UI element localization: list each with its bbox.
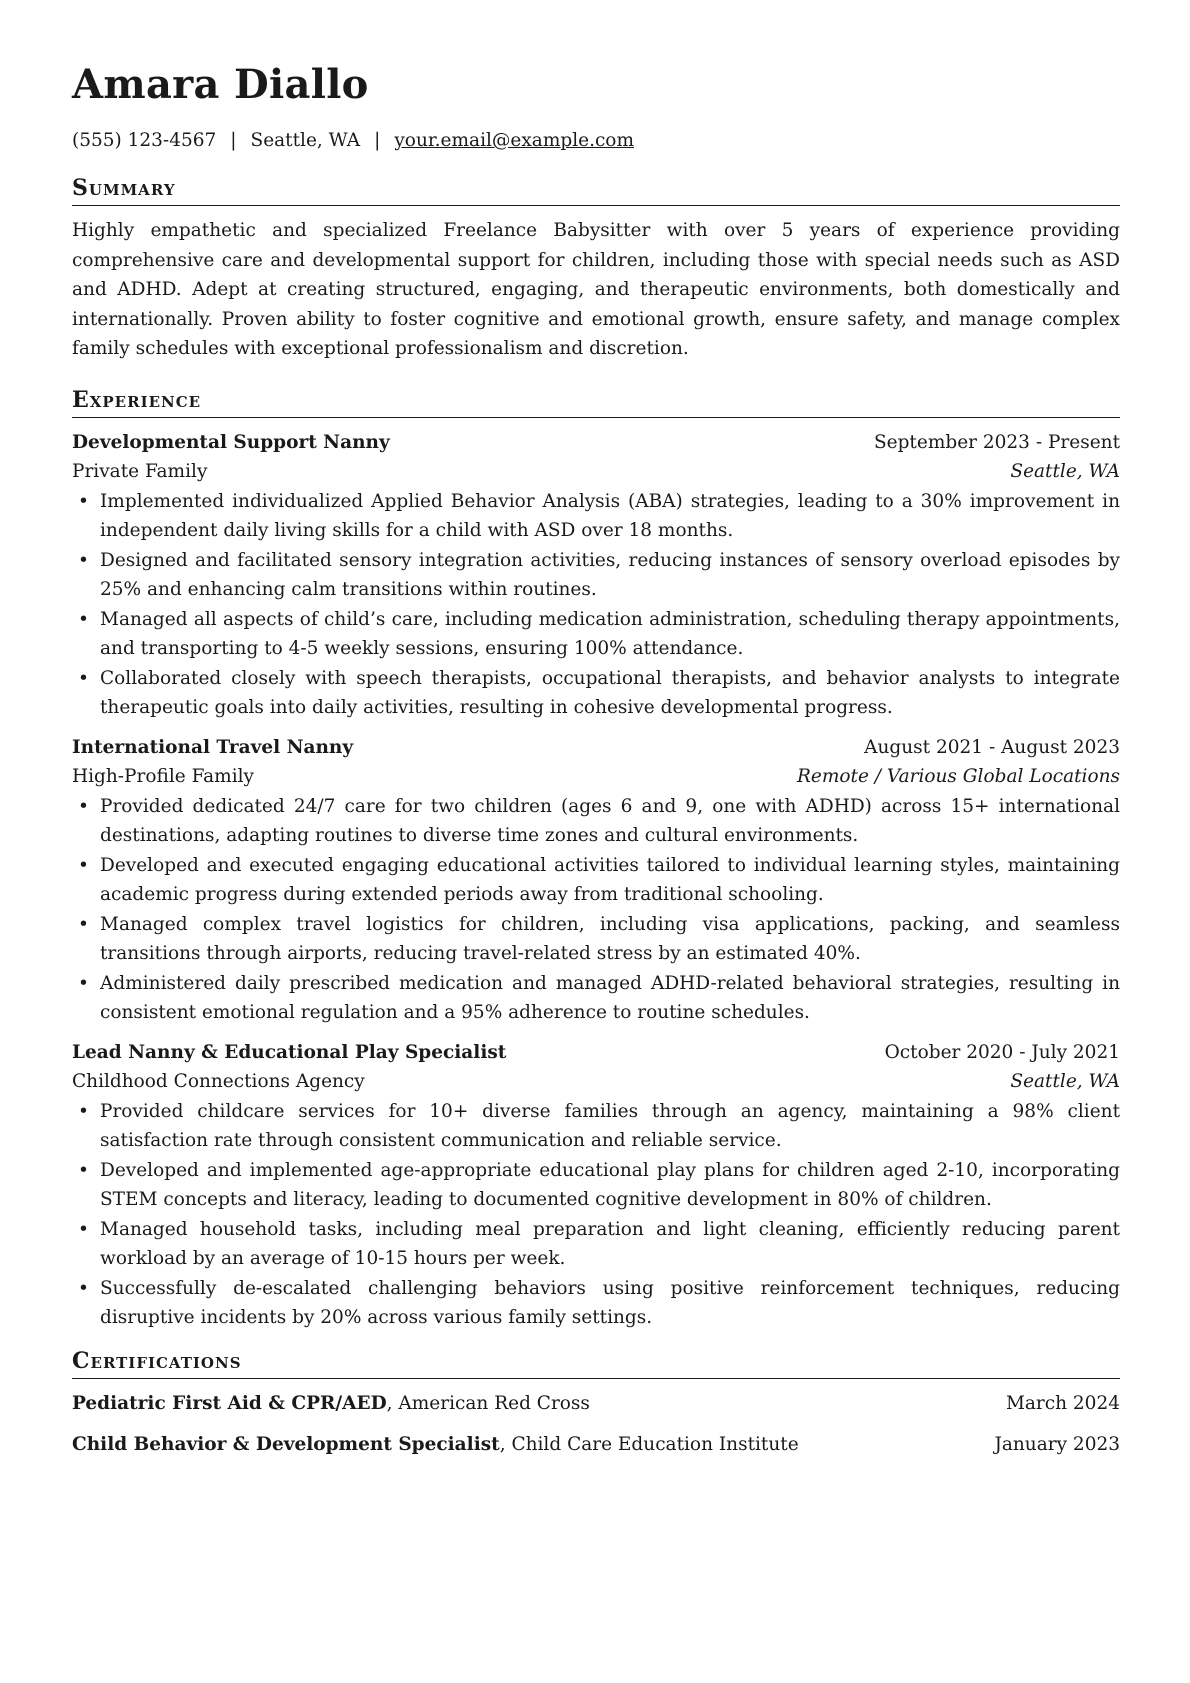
job-employer: Private Family	[72, 461, 208, 482]
job-employer-row	[72, 762, 1120, 792]
job-location: Seattle, WA	[1010, 1071, 1120, 1092]
certification-text	[72, 1430, 799, 1460]
job-bullet: • Managed household tasks, including meal preparation and light cleaning, efficiently reducing parent workload by an average of 10-15 hours per week.	[72, 1215, 1120, 1274]
job-bullet: • Implemented individualized Applied Behavior Analysis (ABA) strategies, leading to a 30% improvement in independent daily living skills for a child with ASD over 18 months.	[72, 487, 1120, 546]
section-title-experience: Experience	[72, 386, 1120, 418]
job-header-row	[72, 733, 1120, 763]
job-location: Remote / Various Global Locations	[796, 766, 1120, 787]
job-bullet: • Provided childcare services for 10+ diverse families through an agency, maintaining a 98% client satisfaction rate through consistent communication and reliable service.	[72, 1097, 1120, 1156]
certification-row	[72, 1389, 1120, 1419]
certifications-section	[72, 1347, 1120, 1460]
contact-separator: |	[374, 130, 381, 151]
job-header-row	[72, 428, 1120, 458]
job-header-row	[72, 1038, 1120, 1068]
job-employer-row	[72, 1067, 1120, 1097]
job-employer: Childhood Connections Agency	[72, 1071, 365, 1092]
job-bullet: • Collaborated closely with speech therapists, occupational therapists, and behavior analysts to integrate therapeutic goals into daily activities, resulting in cohesive developmental progress.	[72, 664, 1120, 723]
certification-date: March 2024	[1005, 1392, 1120, 1414]
job-bullet-list	[72, 487, 1120, 723]
contact-separator: |	[230, 130, 237, 151]
section-title-summary: Summary	[72, 174, 1120, 206]
job-bullet-list	[72, 1097, 1120, 1333]
certification-name: Child Behavior & Development Specialist	[72, 1434, 500, 1455]
job-bullet: • Managed complex travel logistics for children, including visa applications, packing, and seamless transitions through airports, reducing travel-related stress by an estimated 40%.	[72, 910, 1120, 969]
job-entry	[72, 1038, 1120, 1333]
email-link[interactable]: your.email@example.com	[394, 130, 634, 151]
section-title-certifications: Certifications	[72, 1347, 1120, 1379]
job-entry	[72, 733, 1120, 1028]
job-title: International Travel Nanny	[72, 736, 354, 758]
job-bullet: • Managed all aspects of child’s care, including medication administration, scheduling therapy appointments, and transporting to 4-5 weekly sessions, ensuring 100% attendance.	[72, 605, 1120, 664]
job-bullet-list	[72, 792, 1120, 1028]
resume-page	[72, 56, 1120, 1460]
job-employer: High-Profile Family	[72, 766, 255, 787]
experience-section	[72, 386, 1120, 1333]
contact-line	[72, 128, 1120, 154]
certification-text	[72, 1389, 590, 1419]
job-entry	[72, 428, 1120, 723]
job-title: Developmental Support Nanny	[72, 431, 390, 453]
job-bullet: • Developed and executed engaging educational activities tailored to individual learning styles, maintaining academic progress during extended periods away from traditional schooling.	[72, 851, 1120, 910]
summary-section	[72, 174, 1120, 364]
certification-issuer: , American Red Cross	[386, 1392, 590, 1414]
certification-date: January 2023	[994, 1434, 1120, 1455]
job-bullet: • Designed and facilitated sensory integration activities, reducing instances of sensory overload episodes by 25% and enhancing calm transitions within routines.	[72, 546, 1120, 605]
job-bullet: • Provided dedicated 24/7 care for two children (ages 6 and 9, one with ADHD) across 15+ international destinations, adapting routines to diverse time zones and cultural environments.	[72, 792, 1120, 851]
phone-number: (555) 123-4567	[72, 130, 217, 151]
job-employer-row	[72, 457, 1120, 487]
job-dates: October 2020 - July 2021	[884, 1041, 1120, 1063]
candidate-name: Amara Diallo	[72, 61, 369, 108]
job-title: Lead Nanny & Educational Play Specialist	[72, 1041, 507, 1063]
certification-name: Pediatric First Aid & CPR/AED	[72, 1392, 387, 1414]
job-dates: September 2023 - Present	[873, 431, 1120, 453]
location-text: Seattle, WA	[250, 130, 361, 151]
job-location: Seattle, WA	[1010, 461, 1120, 482]
job-dates: August 2021 - August 2023	[864, 736, 1120, 758]
job-bullet: • Administered daily prescribed medication and managed ADHD-related behavioral strategies, resulting in consistent emotional regulation and a 95% adherence to routine schedules.	[72, 969, 1120, 1028]
certification-row	[72, 1430, 1120, 1460]
job-bullet: • Successfully de-escalated challenging behaviors using positive reinforcement techniques, reducing disruptive incidents by 20% across various family settings.	[72, 1274, 1120, 1333]
summary-text: Highly empathetic and specialized Freelance Babysitter with over 5 years of experience providing comprehensive care and developmental support for children, including those with special needs such as ASD and ADHD. Adept at creating structured, engaging, and therapeutic environments, both domestically and internationally. Proven ability to foster cognitive and emotional growth, ensure safety, and manage complex family schedules with exceptional professionalism and discretion.	[72, 220, 1120, 359]
job-bullet: • Developed and implemented age-appropriate educational play plans for children aged 2-10, incorporating STEM concepts and literacy, leading to documented cognitive development in 80% of children.	[72, 1156, 1120, 1215]
certification-issuer: , Child Care Education Institute	[499, 1434, 799, 1455]
